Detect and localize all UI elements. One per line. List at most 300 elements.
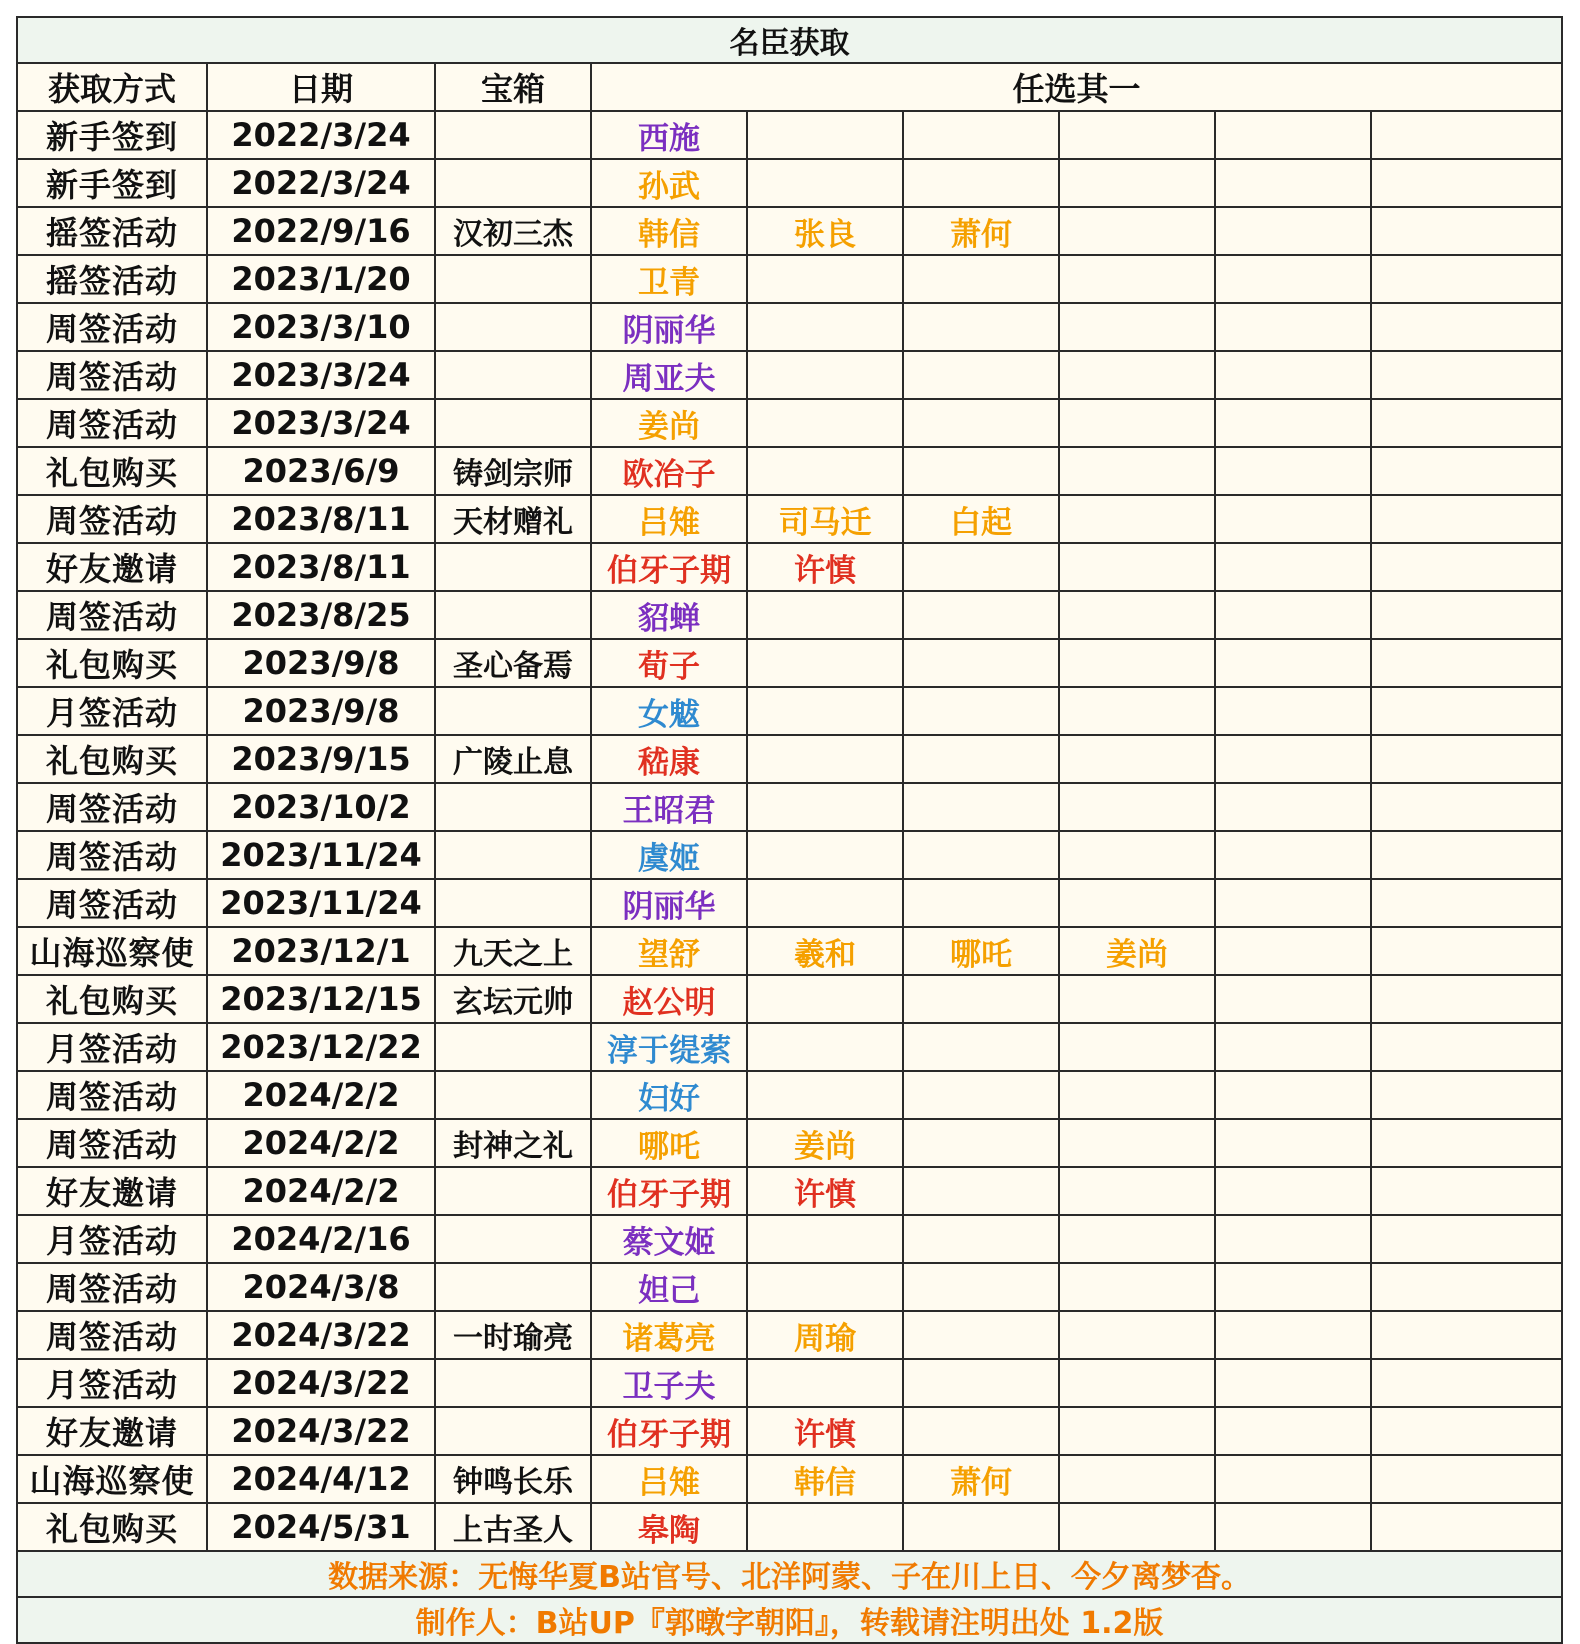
chest-cell: 铸剑宗师 [435,447,591,495]
pick-cell: 蔡文姬 [591,1215,747,1263]
pick-cell [903,1023,1059,1071]
pick-cell: 卫青 [591,255,747,303]
pick-cell: 阴丽华 [591,303,747,351]
pick-cell [1215,1167,1371,1215]
table-row [17,735,1562,783]
pick-cell [903,1359,1059,1407]
date-cell: 2023/9/15 [207,735,435,783]
pick-cell [903,591,1059,639]
header-date: 日期 [207,63,435,111]
pick-cell [1371,1407,1562,1455]
pick-cell [1059,783,1215,831]
chest-cell [435,255,591,303]
pick-cell [903,1263,1059,1311]
pick-cell [1059,1359,1215,1407]
pick-cell: 伯牙子期 [591,1407,747,1455]
pick-cell [1215,543,1371,591]
pick-cell [1371,543,1562,591]
pick-cell [747,447,903,495]
pick-cell [903,303,1059,351]
method-cell: 新手签到 [17,159,207,207]
pick-cell [903,783,1059,831]
pick-cell [1215,159,1371,207]
date-cell: 2024/2/2 [207,1119,435,1167]
pick-cell [1371,1455,1562,1503]
pick-cell [1059,447,1215,495]
table-row [17,447,1562,495]
pick-cell: 诸葛亮 [591,1311,747,1359]
table-row [17,303,1562,351]
pick-cell [1215,879,1371,927]
pick-cell: 妇好 [591,1071,747,1119]
chest-cell [435,111,591,159]
method-cell: 礼包购买 [17,975,207,1023]
pick-cell: 孙武 [591,159,747,207]
pick-cell [1215,783,1371,831]
pick-cell [1059,495,1215,543]
method-cell: 好友邀请 [17,543,207,591]
pick-cell [1215,1023,1371,1071]
pick-cell [1371,831,1562,879]
method-cell: 礼包购买 [17,447,207,495]
pick-cell [1215,1359,1371,1407]
pick-cell: 望舒 [591,927,747,975]
date-cell: 2024/3/8 [207,1263,435,1311]
chest-cell [435,1263,591,1311]
pick-cell [1059,735,1215,783]
pick-cell [1059,591,1215,639]
pick-cell [1215,1215,1371,1263]
date-cell: 2023/9/8 [207,639,435,687]
pick-cell [903,1407,1059,1455]
pick-cell [1059,351,1215,399]
pick-cell: 许慎 [747,1167,903,1215]
method-cell: 好友邀请 [17,1167,207,1215]
pick-cell [1215,399,1371,447]
chest-cell: 圣心备焉 [435,639,591,687]
chest-cell [435,1407,591,1455]
pick-cell [747,111,903,159]
date-cell: 2024/2/16 [207,1215,435,1263]
table-row [17,879,1562,927]
table-row [17,1071,1562,1119]
pick-cell [1371,1263,1562,1311]
date-cell: 2023/11/24 [207,831,435,879]
table-row [17,1455,1562,1503]
pick-cell [1371,303,1562,351]
table-row [17,687,1562,735]
pick-cell [903,1215,1059,1263]
method-cell: 周签活动 [17,303,207,351]
pick-cell [1215,639,1371,687]
pick-cell: 韩信 [747,1455,903,1503]
date-cell: 2024/3/22 [207,1359,435,1407]
pick-cell [1059,1215,1215,1263]
chest-cell [435,351,591,399]
table-row [17,1311,1562,1359]
header-chest: 宝箱 [435,63,591,111]
table-row [17,639,1562,687]
pick-cell: 女魃 [591,687,747,735]
table-row [17,255,1562,303]
pick-cell [1215,495,1371,543]
pick-cell [1371,1167,1562,1215]
pick-cell [747,1071,903,1119]
pick-cell: 欧冶子 [591,447,747,495]
pick-cell: 羲和 [747,927,903,975]
pick-cell: 妲己 [591,1263,747,1311]
pick-cell [1371,495,1562,543]
pick-cell: 皋陶 [591,1503,747,1551]
method-cell: 月签活动 [17,1023,207,1071]
pick-cell [1215,1455,1371,1503]
pick-cell [747,351,903,399]
pick-cell [1059,543,1215,591]
pick-cell [1215,207,1371,255]
pick-cell [747,303,903,351]
date-cell: 2023/3/10 [207,303,435,351]
pick-cell [903,879,1059,927]
pick-cell [747,1023,903,1071]
chest-cell: 玄坛元帅 [435,975,591,1023]
pick-cell [1215,1119,1371,1167]
method-cell: 周签活动 [17,591,207,639]
pick-cell [1371,927,1562,975]
pick-cell: 吕雉 [591,495,747,543]
method-cell: 礼包购买 [17,735,207,783]
pick-cell [747,639,903,687]
date-cell: 2022/3/24 [207,159,435,207]
pick-cell: 貂蝉 [591,591,747,639]
pick-cell: 伯牙子期 [591,543,747,591]
table-row [17,543,1562,591]
pick-cell [1371,783,1562,831]
table-row [17,1263,1562,1311]
pick-cell [1059,1119,1215,1167]
pick-cell [1059,303,1215,351]
pick-cell [1215,1263,1371,1311]
table-row [17,495,1562,543]
pick-cell [1215,1503,1371,1551]
title-row [17,17,1562,63]
chest-cell [435,687,591,735]
date-cell: 2023/12/15 [207,975,435,1023]
pick-cell [1059,1263,1215,1311]
pick-cell [903,159,1059,207]
method-cell: 周签活动 [17,1263,207,1311]
pick-cell [1059,639,1215,687]
pick-cell [1215,1407,1371,1455]
table-row [17,1503,1562,1551]
pick-cell [1371,1215,1562,1263]
date-cell: 2024/2/2 [207,1071,435,1119]
method-cell: 山海巡察使 [17,1455,207,1503]
table-row [17,591,1562,639]
table-row [17,927,1562,975]
table-row [17,351,1562,399]
method-cell: 礼包购买 [17,1503,207,1551]
pick-cell: 阴丽华 [591,879,747,927]
hero-acquisition-table [16,16,1563,1644]
pick-cell [1059,1071,1215,1119]
method-cell: 周签活动 [17,399,207,447]
table-row [17,159,1562,207]
method-cell: 月签活动 [17,1215,207,1263]
pick-cell [1059,879,1215,927]
pick-cell [1059,111,1215,159]
pick-cell [1371,1023,1562,1071]
table-title: 名臣获取 [17,17,1562,63]
footer-author-row [17,1597,1562,1643]
pick-cell: 伯牙子期 [591,1167,747,1215]
chest-cell: 广陵止息 [435,735,591,783]
pick-cell: 韩信 [591,207,747,255]
date-cell: 2023/8/11 [207,543,435,591]
chest-cell [435,399,591,447]
method-cell: 摇签活动 [17,255,207,303]
pick-cell: 荀子 [591,639,747,687]
table-row [17,783,1562,831]
date-cell: 2023/8/11 [207,495,435,543]
date-cell: 2023/11/24 [207,879,435,927]
method-cell: 摇签活动 [17,207,207,255]
chest-cell [435,1023,591,1071]
pick-cell [1215,351,1371,399]
pick-cell [1371,1311,1562,1359]
pick-cell [1215,591,1371,639]
pick-cell [1059,687,1215,735]
pick-cell [1371,399,1562,447]
pick-cell [1215,1311,1371,1359]
pick-cell [1215,975,1371,1023]
pick-cell: 司马迁 [747,495,903,543]
table-row [17,1119,1562,1167]
chest-cell: 一时瑜亮 [435,1311,591,1359]
date-cell: 2024/3/22 [207,1407,435,1455]
method-cell: 周签活动 [17,879,207,927]
pick-cell: 西施 [591,111,747,159]
pick-cell: 卫子夫 [591,1359,747,1407]
pick-cell [903,543,1059,591]
header-method: 获取方式 [17,63,207,111]
chest-cell [435,879,591,927]
pick-cell [1059,1407,1215,1455]
method-cell: 周签活动 [17,1119,207,1167]
method-cell: 月签活动 [17,687,207,735]
table-row [17,1359,1562,1407]
method-cell: 周签活动 [17,351,207,399]
pick-cell [903,1167,1059,1215]
date-cell: 2024/5/31 [207,1503,435,1551]
pick-cell: 周亚夫 [591,351,747,399]
footer-source: 数据来源：无悔华夏B站官号、北洋阿蒙、子在川上日、今夕离梦杳。 [17,1551,1562,1597]
pick-cell: 吕雉 [591,1455,747,1503]
method-cell: 礼包购买 [17,639,207,687]
pick-cell [1059,975,1215,1023]
table-row [17,1215,1562,1263]
pick-cell [1059,159,1215,207]
pick-cell [747,1503,903,1551]
pick-cell [903,351,1059,399]
method-cell: 周签活动 [17,495,207,543]
pick-cell [1059,1167,1215,1215]
pick-cell [1059,255,1215,303]
pick-cell [1215,735,1371,783]
header-row [17,63,1562,111]
chest-cell [435,1167,591,1215]
pick-cell [1215,687,1371,735]
footer-source-row [17,1551,1562,1597]
pick-cell [903,735,1059,783]
pick-cell [747,591,903,639]
pick-cell [747,735,903,783]
pick-cell: 许慎 [747,1407,903,1455]
header-pick: 任选其一 [591,63,1562,111]
chest-cell: 汉初三杰 [435,207,591,255]
pick-cell [1059,1023,1215,1071]
pick-cell [1371,591,1562,639]
pick-cell [1371,1071,1562,1119]
table-row [17,1167,1562,1215]
method-cell: 周签活动 [17,1071,207,1119]
pick-cell [1059,1503,1215,1551]
pick-cell [1371,639,1562,687]
date-cell: 2024/4/12 [207,1455,435,1503]
table-row [17,207,1562,255]
pick-cell [747,687,903,735]
chest-cell: 九天之上 [435,927,591,975]
pick-cell: 姜尚 [591,399,747,447]
method-cell: 周签活动 [17,783,207,831]
pick-cell [1215,927,1371,975]
pick-cell [1215,111,1371,159]
date-cell: 2022/3/24 [207,111,435,159]
pick-cell: 王昭君 [591,783,747,831]
pick-cell [1371,159,1562,207]
pick-cell [903,447,1059,495]
pick-cell [903,1071,1059,1119]
pick-cell [903,111,1059,159]
chest-cell: 天材赠礼 [435,495,591,543]
pick-cell: 姜尚 [747,1119,903,1167]
chest-cell [435,159,591,207]
chest-cell [435,591,591,639]
pick-cell [747,1263,903,1311]
pick-cell [1371,255,1562,303]
table-row [17,111,1562,159]
pick-cell [747,831,903,879]
pick-cell [1371,1503,1562,1551]
pick-cell: 哪吒 [903,927,1059,975]
pick-cell: 赵公明 [591,975,747,1023]
pick-cell [903,1503,1059,1551]
pick-cell [1059,1455,1215,1503]
pick-cell [1371,1359,1562,1407]
date-cell: 2023/3/24 [207,399,435,447]
footer-author: 制作人：B站UP『郭暾字朝阳』，转载请注明出处 1.2版 [17,1597,1562,1643]
pick-cell [1215,831,1371,879]
table-row [17,975,1562,1023]
date-cell: 2023/8/25 [207,591,435,639]
date-cell: 2022/9/16 [207,207,435,255]
pick-cell: 白起 [903,495,1059,543]
method-cell: 周签活动 [17,1311,207,1359]
date-cell: 2023/10/2 [207,783,435,831]
method-cell: 月签活动 [17,1359,207,1407]
pick-cell [1059,399,1215,447]
pick-cell [1371,975,1562,1023]
chest-cell: 钟鸣长乐 [435,1455,591,1503]
pick-cell: 姜尚 [1059,927,1215,975]
table-row [17,831,1562,879]
pick-cell: 萧何 [903,207,1059,255]
date-cell: 2023/12/22 [207,1023,435,1071]
pick-cell [747,399,903,447]
pick-cell: 嵇康 [591,735,747,783]
pick-cell [747,879,903,927]
table-row [17,1407,1562,1455]
chest-cell [435,1359,591,1407]
pick-cell [747,1359,903,1407]
pick-cell: 张良 [747,207,903,255]
date-cell: 2023/12/1 [207,927,435,975]
pick-cell: 周瑜 [747,1311,903,1359]
pick-cell [903,639,1059,687]
pick-cell [1215,303,1371,351]
pick-cell: 萧何 [903,1455,1059,1503]
date-cell: 2023/1/20 [207,255,435,303]
date-cell: 2023/3/24 [207,351,435,399]
pick-cell [1059,207,1215,255]
pick-cell [1215,1071,1371,1119]
pick-cell [1371,687,1562,735]
pick-cell [1059,831,1215,879]
chest-cell: 上古圣人 [435,1503,591,1551]
method-cell: 山海巡察使 [17,927,207,975]
method-cell: 周签活动 [17,831,207,879]
pick-cell [903,831,1059,879]
table-row [17,1023,1562,1071]
pick-cell [747,1215,903,1263]
pick-cell [1371,447,1562,495]
date-cell: 2024/3/22 [207,1311,435,1359]
pick-cell [903,975,1059,1023]
date-cell: 2024/2/2 [207,1167,435,1215]
pick-cell [903,687,1059,735]
pick-cell [903,399,1059,447]
pick-cell: 淳于缇萦 [591,1023,747,1071]
chest-cell [435,1215,591,1263]
pick-cell [747,783,903,831]
chest-cell [435,543,591,591]
pick-cell [1371,879,1562,927]
pick-cell [903,1311,1059,1359]
chest-cell [435,1071,591,1119]
method-cell: 好友邀请 [17,1407,207,1455]
date-cell: 2023/9/8 [207,687,435,735]
pick-cell: 许慎 [747,543,903,591]
pick-cell: 哪吒 [591,1119,747,1167]
pick-cell [1371,351,1562,399]
pick-cell [1215,447,1371,495]
pick-cell [1215,255,1371,303]
pick-cell: 虞姬 [591,831,747,879]
pick-cell [747,975,903,1023]
pick-cell [903,1119,1059,1167]
pick-cell [747,159,903,207]
pick-cell [1371,207,1562,255]
pick-cell [1059,1311,1215,1359]
